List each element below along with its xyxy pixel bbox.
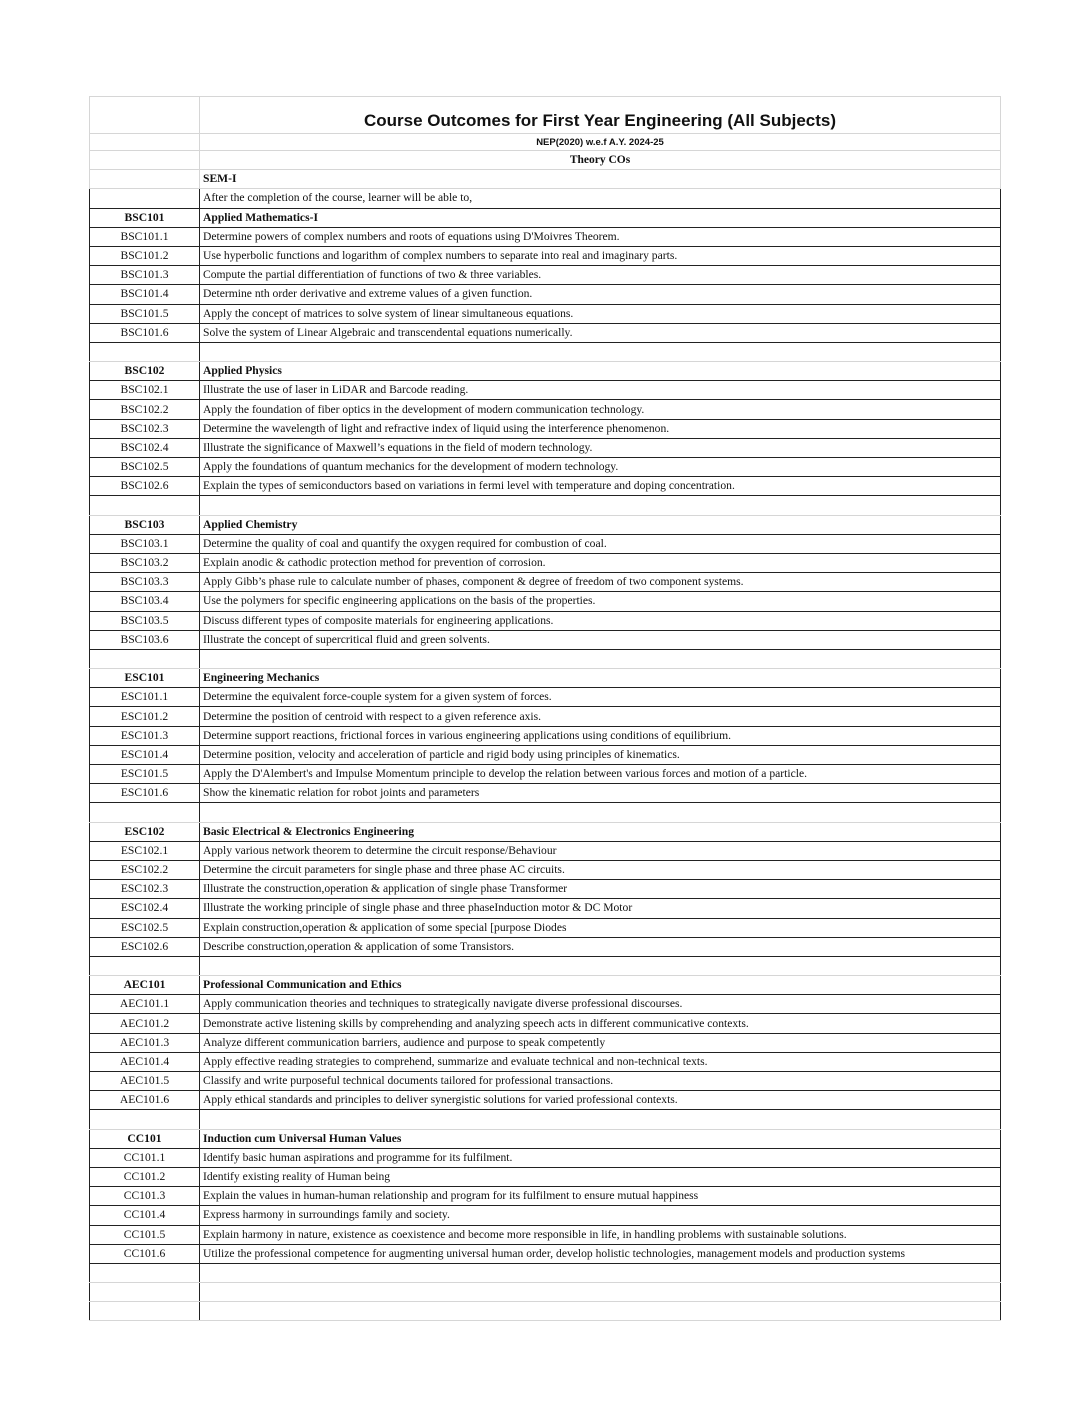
course-outcomes-sheet: [89, 96, 1001, 1321]
outcome-code: ESC102.1: [90, 841, 200, 860]
semester-row: [90, 170, 1001, 189]
outcome-text: Apply the D'Alembert's and Impulse Momentum principle to develop the relation between various forces and motion of a particle.: [200, 765, 1001, 784]
outcome-text: Use the polymers for specific engineering applications on the basis of the properties.: [200, 592, 1001, 611]
page-title: Course Outcomes for First Year Engineering (All Subjects): [200, 97, 1001, 134]
outcome-text: Explain anodic & cathodic protection method for prevention of corrosion.: [200, 553, 1001, 572]
outcome-code: CC101.6: [90, 1244, 200, 1263]
outcome-text: Illustrate the use of laser in LiDAR and Barcode reading.: [200, 381, 1001, 400]
course-header-row: [90, 822, 1001, 841]
course-code: BSC103: [90, 515, 200, 534]
outcome-code: BSC103.6: [90, 630, 200, 649]
outcome-row: [90, 918, 1001, 937]
outcome-code: ESC102.4: [90, 899, 200, 918]
course-code: BSC101: [90, 208, 200, 227]
outcome-row: [90, 937, 1001, 956]
outcome-text: Apply effective reading strategies to comprehend, summarize and evaluate technical and non-technical texts.: [200, 1052, 1001, 1071]
outcome-code: CC101.3: [90, 1187, 200, 1206]
outcome-code: BSC101.3: [90, 266, 200, 285]
outcome-row: [90, 1014, 1001, 1033]
outcome-row: [90, 458, 1001, 477]
course-header-row: [90, 515, 1001, 534]
outcome-code: BSC101.1: [90, 227, 200, 246]
outcome-text: Express harmony in surroundings family and society.: [200, 1206, 1001, 1225]
outcome-row: [90, 1148, 1001, 1167]
outcome-row: [90, 534, 1001, 553]
outcome-code: ESC101.6: [90, 784, 200, 803]
outcome-row: [90, 995, 1001, 1014]
outcome-row: [90, 1167, 1001, 1186]
outcome-row: [90, 880, 1001, 899]
outcome-code: AEC101.6: [90, 1091, 200, 1110]
outcome-code: BSC102.5: [90, 458, 200, 477]
outcome-row: [90, 400, 1001, 419]
section-row: [90, 151, 1001, 170]
outcome-row: [90, 1052, 1001, 1071]
outcome-row: [90, 304, 1001, 323]
outcome-row: [90, 573, 1001, 592]
subtitle-row: [90, 134, 1001, 151]
intro-row: [90, 189, 1001, 208]
outcome-code: ESC102.5: [90, 918, 200, 937]
outcome-row: [90, 611, 1001, 630]
outcome-row: [90, 688, 1001, 707]
outcome-text: Apply ethical standards and principles to deliver synergistic solutions for varied professional contexts.: [200, 1091, 1001, 1110]
outcome-code: ESC102.6: [90, 937, 200, 956]
outcome-text: Determine support reactions, frictional forces in various engineering applications using conditions of equilibrium.: [200, 726, 1001, 745]
outcome-code: ESC101.4: [90, 745, 200, 764]
spacer-row: [90, 1110, 1001, 1129]
outcome-code: BSC103.2: [90, 553, 200, 572]
outcome-code: ESC101.5: [90, 765, 200, 784]
outcome-row: [90, 592, 1001, 611]
course-header-row: [90, 208, 1001, 227]
outcome-row: [90, 860, 1001, 879]
course-name: Engineering Mechanics: [200, 669, 1001, 688]
course-code: BSC102: [90, 362, 200, 381]
outcome-text: Determine the circuit parameters for single phase and three phase AC circuits.: [200, 860, 1001, 879]
outcome-text: Discuss different types of composite materials for engineering applications.: [200, 611, 1001, 630]
outcome-code: BSC101.6: [90, 323, 200, 342]
spacer-row: [90, 342, 1001, 361]
outcome-text: Determine the equivalent force-couple system for a given system of forces.: [200, 688, 1001, 707]
outcome-text: Describe construction,operation & application of some Transistors.: [200, 937, 1001, 956]
outcome-text: Solve the system of Linear Algebraic and transcendental equations numerically.: [200, 323, 1001, 342]
outcome-text: Illustrate the significance of Maxwell’s equations in the field of modern technology.: [200, 438, 1001, 457]
outcome-row: [90, 1091, 1001, 1110]
intro-text: After the completion of the course, learner will be able to,: [200, 189, 1001, 208]
outcome-text: Apply communication theories and techniques to strategically navigate diverse professional discourses.: [200, 995, 1001, 1014]
outcome-text: Illustrate the working principle of single phase and three phaseInduction motor & DC Motor: [200, 899, 1001, 918]
outcome-row: [90, 630, 1001, 649]
outcome-row: [90, 266, 1001, 285]
outcome-text: Determine nth order derivative and extreme values of a given function.: [200, 285, 1001, 304]
outcome-text: Analyze different communication barriers, audience and purpose to speak competently: [200, 1033, 1001, 1052]
outcome-text: Classify and write purposeful technical documents tailored for professional transactions.: [200, 1072, 1001, 1091]
outcome-text: Explain construction,operation & application of some special [purpose Diodes: [200, 918, 1001, 937]
outcome-row: [90, 841, 1001, 860]
course-name: Professional Communication and Ethics: [200, 976, 1001, 995]
outcome-row: [90, 745, 1001, 764]
section-heading: Theory COs: [200, 151, 1001, 170]
outcome-code: BSC103.3: [90, 573, 200, 592]
outcome-code: BSC101.5: [90, 304, 200, 323]
spacer-row: [90, 496, 1001, 515]
outcome-code: ESC102.2: [90, 860, 200, 879]
outcome-text: Apply the foundations of quantum mechanics for the development of modern technology.: [200, 458, 1001, 477]
semester-label: SEM-I: [200, 170, 1001, 189]
outcome-text: Illustrate the construction,operation & application of single phase Transformer: [200, 880, 1001, 899]
outcome-code: BSC103.4: [90, 592, 200, 611]
course-code: ESC101: [90, 669, 200, 688]
outcome-text: Determine the position of centroid with respect to a given reference axis.: [200, 707, 1001, 726]
outcome-row: [90, 227, 1001, 246]
outcome-row: [90, 899, 1001, 918]
outcome-text: Illustrate the concept of supercritical fluid and green solvents.: [200, 630, 1001, 649]
outcome-text: Identify basic human aspirations and programme for its fulfilment.: [200, 1148, 1001, 1167]
outcome-code: CC101.4: [90, 1206, 200, 1225]
course-name: Applied Chemistry: [200, 515, 1001, 534]
outcome-code: BSC103.1: [90, 534, 200, 553]
outcome-text: Determine powers of complex numbers and roots of equations using D'Moivres Theorem.: [200, 227, 1001, 246]
spacer-row: [90, 1283, 1001, 1302]
outcome-code: BSC103.5: [90, 611, 200, 630]
outcome-text: Apply Gibb’s phase rule to calculate number of phases, component & degree of freedom of two component systems.: [200, 573, 1001, 592]
outcome-code: AEC101.3: [90, 1033, 200, 1052]
outcome-text: Explain the types of semiconductors based on variations in fermi level with temperature and doping concentration.: [200, 477, 1001, 496]
outcome-code: BSC101.2: [90, 246, 200, 265]
outcome-text: Show the kinematic relation for robot joints and parameters: [200, 784, 1001, 803]
outcome-row: [90, 1033, 1001, 1052]
outcome-code: BSC102.4: [90, 438, 200, 457]
outcome-row: [90, 1187, 1001, 1206]
outcome-text: Explain the values in human-human relationship and program for its fulfilment to ensure mutual happiness: [200, 1187, 1001, 1206]
outcome-code: BSC102.6: [90, 477, 200, 496]
outcome-row: [90, 784, 1001, 803]
outcome-row: [90, 1072, 1001, 1091]
outcome-code: BSC102.3: [90, 419, 200, 438]
course-name: Induction cum Universal Human Values: [200, 1129, 1001, 1148]
outcome-row: [90, 246, 1001, 265]
spacer-row: [90, 956, 1001, 975]
outcome-row: [90, 1206, 1001, 1225]
outcome-code: AEC101.2: [90, 1014, 200, 1033]
outcome-text: Identify existing reality of Human being: [200, 1167, 1001, 1186]
outcome-text: Explain harmony in nature, existence as coexistence and become more responsible in life, in handling problems with sustainable solutions.: [200, 1225, 1001, 1244]
spacer-row: [90, 803, 1001, 822]
outcome-row: [90, 553, 1001, 572]
outcome-code: AEC101.1: [90, 995, 200, 1014]
outcome-code: BSC102.1: [90, 381, 200, 400]
outcome-code: CC101.2: [90, 1167, 200, 1186]
course-code: CC101: [90, 1129, 200, 1148]
outcome-code: ESC102.3: [90, 880, 200, 899]
spacer-row: [90, 649, 1001, 668]
spacer-row: [90, 1263, 1001, 1282]
outcome-text: Compute the partial differentiation of functions of two & three variables.: [200, 266, 1001, 285]
outcome-code: ESC101.1: [90, 688, 200, 707]
outcome-text: Use hyperbolic functions and logarithm of complex numbers to separate into real and imaginary parts.: [200, 246, 1001, 265]
course-code: ESC102: [90, 822, 200, 841]
course-name: Applied Physics: [200, 362, 1001, 381]
spacer-row: [90, 1302, 1001, 1321]
outcome-row: [90, 285, 1001, 304]
outcome-text: Determine the wavelength of light and refractive index of liquid using the interference phenomenon.: [200, 419, 1001, 438]
outcome-text: Demonstrate active listening skills by comprehending and analyzing speech acts in different communicative contexts.: [200, 1014, 1001, 1033]
page-subtitle: NEP(2020) w.e.f A.Y. 2024-25: [200, 134, 1001, 151]
outcome-row: [90, 477, 1001, 496]
outcome-row: [90, 438, 1001, 457]
outcome-row: [90, 419, 1001, 438]
outcome-row: [90, 707, 1001, 726]
outcome-code: CC101.5: [90, 1225, 200, 1244]
outcome-text: Apply various network theorem to determine the circuit response/Behaviour: [200, 841, 1001, 860]
outcome-row: [90, 381, 1001, 400]
course-header-row: [90, 976, 1001, 995]
outcome-code: ESC101.2: [90, 707, 200, 726]
outcome-row: [90, 765, 1001, 784]
outcome-row: [90, 1244, 1001, 1263]
outcome-code: BSC101.4: [90, 285, 200, 304]
outcome-code: BSC102.2: [90, 400, 200, 419]
course-header-row: [90, 362, 1001, 381]
course-name: Basic Electrical & Electronics Engineering: [200, 822, 1001, 841]
course-header-row: [90, 669, 1001, 688]
outcome-code: CC101.1: [90, 1148, 200, 1167]
outcome-code: AEC101.4: [90, 1052, 200, 1071]
outcome-text: Apply the foundation of fiber optics in the development of modern communication technology.: [200, 400, 1001, 419]
outcome-text: Determine the quality of coal and quantify the oxygen required for combustion of coal.: [200, 534, 1001, 553]
course-header-row: [90, 1129, 1001, 1148]
outcome-code: AEC101.5: [90, 1072, 200, 1091]
outcome-row: [90, 1225, 1001, 1244]
course-name: Applied Mathematics-I: [200, 208, 1001, 227]
outcome-code: ESC101.3: [90, 726, 200, 745]
outcome-row: [90, 726, 1001, 745]
course-code: AEC101: [90, 976, 200, 995]
outcome-text: Determine position, velocity and acceleration of particle and rigid body using principles of kinematics.: [200, 745, 1001, 764]
outcome-row: [90, 323, 1001, 342]
title-row: [90, 97, 1001, 134]
outcome-text: Apply the concept of matrices to solve system of linear simultaneous equations.: [200, 304, 1001, 323]
outcome-text: Utilize the professional competence for augmenting universal human order, develop holistic technologies, management models and production systems: [200, 1244, 1001, 1263]
